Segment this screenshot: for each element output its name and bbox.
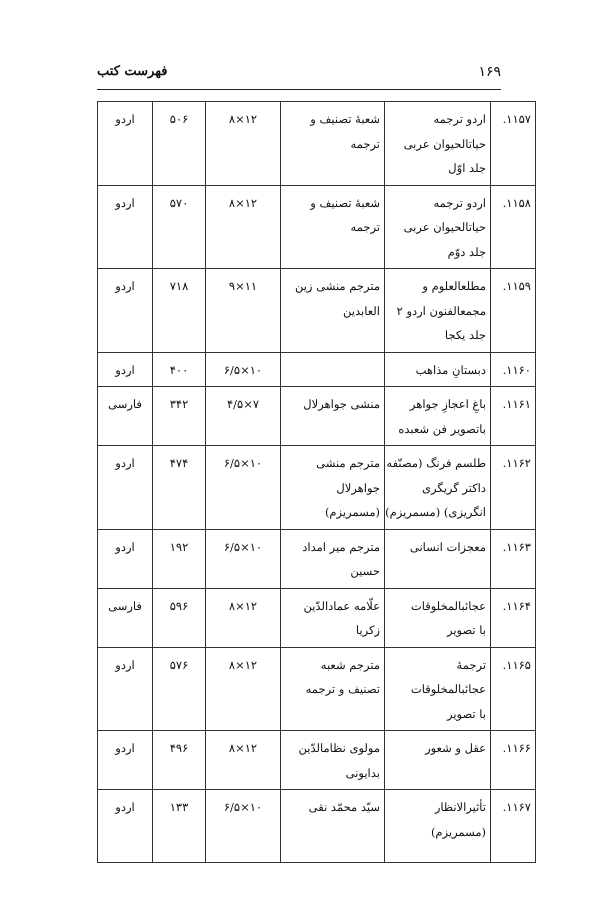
book-size: ۱۰×۶/۵: [206, 446, 281, 530]
book-language: اردو: [98, 647, 153, 731]
entry-number: ۱۱۶۰.: [491, 352, 536, 387]
book-language: اردو: [98, 790, 153, 863]
table-row: [98, 102, 536, 186]
entry-number: ۱۱۶۴.: [491, 588, 536, 647]
book-author: [281, 185, 385, 269]
running-title: فهرست کتب: [97, 64, 168, 79]
book-size: ۱۲×۸: [206, 185, 281, 269]
book-title-line: مطلعالعلوم و: [422, 279, 486, 293]
book-size: ۱۰×۶/۵: [206, 352, 281, 387]
catalog-table: [97, 101, 536, 863]
book-pages: ۱۹۲: [153, 529, 206, 588]
book-title: [385, 790, 491, 863]
book-title: [385, 102, 491, 186]
table-row: [98, 647, 536, 731]
book-author-line: زکریا: [355, 623, 380, 637]
book-language: فارسی: [98, 387, 153, 446]
table-row: [98, 731, 536, 790]
book-pages: ۷۱۸: [153, 269, 206, 353]
entry-number: ۱۱۵۸.: [491, 185, 536, 269]
table-row: [98, 588, 536, 647]
entry-number: ۱۱۶۱.: [491, 387, 536, 446]
entry-number: ۱۱۶۲.: [491, 446, 536, 530]
book-title: [385, 352, 491, 387]
book-title-line: جلد یکجا: [444, 328, 486, 342]
book-author-line: شعبهٔ تصنیف و: [310, 195, 380, 210]
book-size: ۱۲×۸: [206, 731, 281, 790]
book-title: [385, 269, 491, 353]
book-author-line: سیّد محمّد نقی: [308, 800, 380, 814]
table-row: [98, 269, 536, 353]
book-pages: ۴۷۴: [153, 446, 206, 530]
header-rule: [97, 89, 501, 90]
book-title-line: انگریزی) (مسمریزم): [385, 505, 486, 519]
table-row: [98, 185, 536, 269]
book-author-line: علّامه عمادالدّین: [303, 598, 380, 613]
book-title-line: عجائبالمخلوقات: [410, 682, 486, 696]
book-author: [281, 387, 385, 446]
book-title: [385, 529, 491, 588]
book-title: [385, 387, 491, 446]
book-title: [385, 731, 491, 790]
book-author-line: جواهرلال: [336, 480, 380, 495]
entry-number: ۱۱۵۷.: [491, 102, 536, 186]
book-pages: ۱۳۳: [153, 790, 206, 863]
book-title: [385, 588, 491, 647]
book-pages: ۴۹۶: [153, 731, 206, 790]
book-title-line: مجمعالفنون اردو ۲: [396, 303, 486, 318]
book-size: ۱۲×۸: [206, 102, 281, 186]
book-title-line: اردو ترجمه: [433, 195, 486, 210]
book-author-line: ترجمه: [350, 136, 380, 151]
book-author: [281, 731, 385, 790]
book-title-line: عقل و شعور: [425, 741, 486, 755]
book-author-line: مترجم منشی زین: [294, 279, 380, 293]
book-author: [281, 102, 385, 186]
book-language: فارسی: [98, 588, 153, 647]
book-title: [385, 647, 491, 731]
book-author: [281, 529, 385, 588]
book-author: [281, 446, 385, 530]
book-title-line: جلد دوّم: [447, 244, 486, 259]
book-pages: ۴۰۰: [153, 352, 206, 387]
book-language: اردو: [98, 102, 153, 186]
book-title-line: باتصویر فن شعبده: [398, 421, 486, 436]
book-title-line: تأثیرالانظار: [434, 800, 486, 814]
book-author: [281, 647, 385, 731]
book-title-line: اردو ترجمه: [433, 112, 486, 126]
book-title-line: با تصویر: [446, 706, 486, 721]
book-language: اردو: [98, 185, 153, 269]
page-header: [97, 64, 501, 88]
book-language: اردو: [98, 269, 153, 353]
book-author-line: مترجم میر امداد: [302, 539, 380, 554]
entry-number: ۱۱۶۷.: [491, 790, 536, 863]
book-title-line: داکتر گریگری: [422, 480, 486, 495]
entry-number: ۱۱۶۳.: [491, 529, 536, 588]
book-author: [281, 588, 385, 647]
book-author-line: ترجمه: [350, 220, 380, 234]
book-size: ۱۲×۸: [206, 647, 281, 731]
book-language: اردو: [98, 446, 153, 530]
table-row: [98, 352, 536, 387]
book-author-line: مترجم شعبه: [320, 657, 380, 672]
table-row: [98, 790, 536, 863]
book-title-line: عجائبالمخلوقات: [410, 598, 486, 613]
catalog-body: [98, 102, 536, 863]
book-size: ۷×۴/۵: [206, 387, 281, 446]
book-title-line: باغِ اعجازِ جواهر: [409, 397, 486, 411]
book-author: [281, 352, 385, 387]
book-size: ۱۰×۶/۵: [206, 790, 281, 863]
book-author: [281, 790, 385, 863]
book-title-line: طلسم فرنگ (مصنّفه: [386, 456, 486, 470]
table-row: [98, 446, 536, 530]
book-size: ۱۱×۹: [206, 269, 281, 353]
book-title-line: (مسمریزم): [430, 824, 486, 839]
book-pages: ۵۹۶: [153, 588, 206, 647]
book-title-line: دبستانِ مذاهب: [415, 362, 486, 377]
book-author-line: العابدین: [343, 303, 380, 318]
book-author-line: حسین: [350, 564, 380, 578]
book-author-line: (مسمریزم): [324, 505, 380, 519]
book-author-line: مترجم منشی: [316, 456, 380, 470]
book-language: اردو: [98, 352, 153, 387]
book-title-line: حیاتالحیوان عربی: [403, 220, 486, 234]
book-author-line: بدایونی: [345, 765, 380, 780]
book-author: [281, 269, 385, 353]
entry-number: ۱۱۶۶.: [491, 731, 536, 790]
book-author-line: شعبهٔ تصنیف و: [310, 112, 380, 126]
book-pages: ۵۷۰: [153, 185, 206, 269]
book-title: [385, 446, 491, 530]
book-title-line: جلد اوّل: [448, 161, 486, 175]
book-pages: ۵۰۶: [153, 102, 206, 186]
table-row: [98, 529, 536, 588]
book-pages: ۵۷۶: [153, 647, 206, 731]
entry-number: ۱۱۵۹.: [491, 269, 536, 353]
book-size: ۱۰×۶/۵: [206, 529, 281, 588]
book-title-line: معجزات انسانی: [409, 539, 486, 554]
book-language: اردو: [98, 529, 153, 588]
table-row: [98, 387, 536, 446]
page-number: ۱۶۹: [478, 64, 501, 80]
book-pages: ۳۴۲: [153, 387, 206, 446]
book-size: ۱۲×۸: [206, 588, 281, 647]
book-title-line: حیاتالحیوان عربی: [403, 136, 486, 151]
book-title-line: ترجمهٔ: [456, 657, 486, 672]
book-author-line: مولوی نظامالدّین: [298, 741, 380, 755]
book-language: اردو: [98, 731, 153, 790]
book-author-line: منشی جواهرلال: [303, 397, 380, 411]
book-title: [385, 185, 491, 269]
book-title-line: با تصویر: [446, 623, 486, 637]
entry-number: ۱۱۶۵.: [491, 647, 536, 731]
book-author-line: تصنیف و ترجمه: [305, 682, 380, 696]
